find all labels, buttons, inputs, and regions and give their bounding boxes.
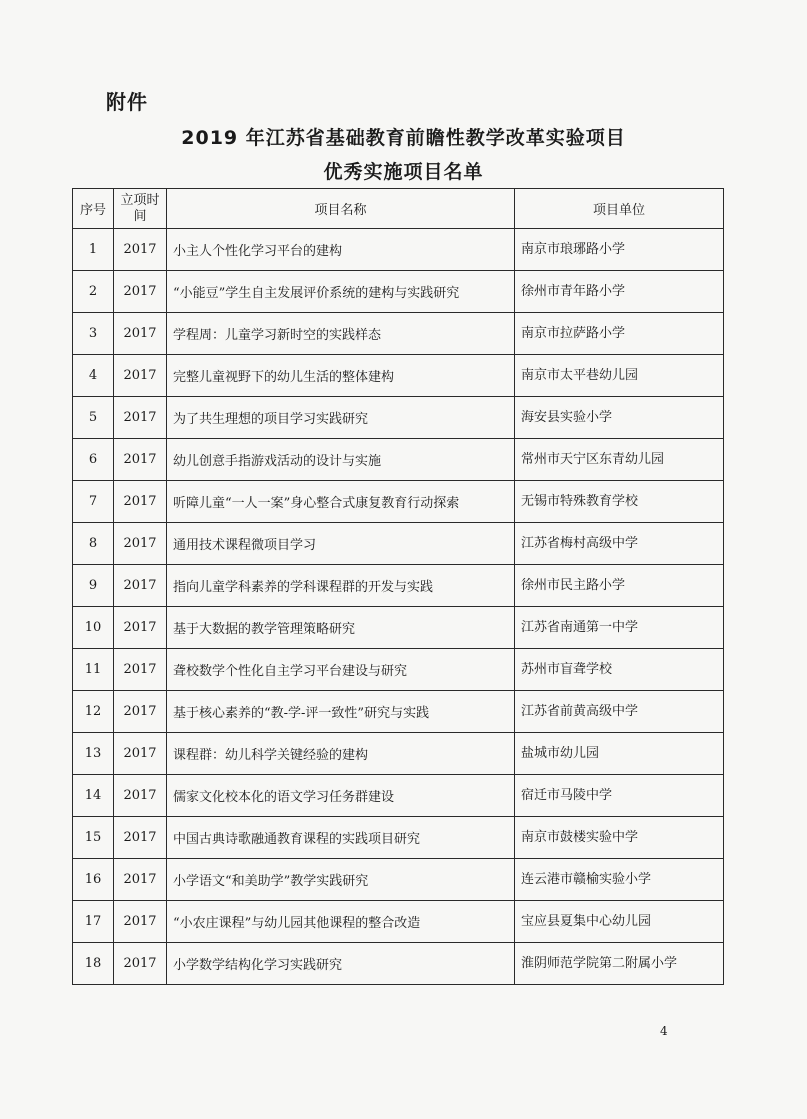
table-row bbox=[73, 355, 724, 397]
row-project-unit: 徐州市青年路小学 bbox=[515, 271, 724, 313]
table-row bbox=[73, 313, 724, 355]
row-project-name: 为了共生理想的项目学习实践研究 bbox=[167, 397, 515, 439]
row-index: 8 bbox=[73, 523, 114, 565]
table-row bbox=[73, 817, 724, 859]
row-project-unit: 江苏省梅村高级中学 bbox=[515, 523, 724, 565]
row-year: 2017 bbox=[114, 691, 167, 733]
table-row bbox=[73, 901, 724, 943]
table-row bbox=[73, 439, 724, 481]
row-project-name: “小农庄课程”与幼儿园其他课程的整合改造 bbox=[167, 901, 515, 943]
row-project-name: 课程群：幼儿科学关键经验的建构 bbox=[167, 733, 515, 775]
table-row bbox=[73, 481, 724, 523]
row-year: 2017 bbox=[114, 775, 167, 817]
row-project-unit: 海安县实验小学 bbox=[515, 397, 724, 439]
table-row bbox=[73, 775, 724, 817]
row-project-unit: 淮阴师范学院第二附属小学 bbox=[515, 943, 724, 985]
header-project-name: 项目名称 bbox=[167, 189, 515, 229]
row-project-unit: 南京市太平巷幼儿园 bbox=[515, 355, 724, 397]
document-subtitle: 优秀实施项目名单 bbox=[323, 161, 484, 183]
row-year: 2017 bbox=[114, 565, 167, 607]
row-project-name: 听障儿童“一人一案”身心整合式康复教育行动探索 bbox=[167, 481, 515, 523]
row-project-name: 基于核心素养的“教-学-评一致性”研究与实践 bbox=[167, 691, 515, 733]
row-project-unit: 宿迁市马陵中学 bbox=[515, 775, 724, 817]
row-year: 2017 bbox=[114, 439, 167, 481]
row-project-name: 聋校数学个性化自主学习平台建设与研究 bbox=[167, 649, 515, 691]
row-index: 17 bbox=[73, 901, 114, 943]
row-project-unit: 盐城市幼儿园 bbox=[515, 733, 724, 775]
row-project-unit: 宝应县夏集中心幼儿园 bbox=[515, 901, 724, 943]
row-index: 7 bbox=[73, 481, 114, 523]
table-row bbox=[73, 229, 724, 271]
row-year: 2017 bbox=[114, 733, 167, 775]
row-project-name: 幼儿创意手指游戏活动的设计与实施 bbox=[167, 439, 515, 481]
table-row bbox=[73, 271, 724, 313]
row-index: 10 bbox=[73, 607, 114, 649]
row-project-unit: 无锡市特殊教育学校 bbox=[515, 481, 724, 523]
row-year: 2017 bbox=[114, 271, 167, 313]
table-header-row bbox=[73, 189, 724, 229]
table-row bbox=[73, 649, 724, 691]
table-row bbox=[73, 523, 724, 565]
row-project-unit: 江苏省前黄高级中学 bbox=[515, 691, 724, 733]
row-index: 18 bbox=[73, 943, 114, 985]
row-project-unit: 徐州市民主路小学 bbox=[515, 565, 724, 607]
attachment-label: 附件 bbox=[106, 90, 148, 114]
row-year: 2017 bbox=[114, 943, 167, 985]
row-project-name: 儒家文化校本化的语文学习任务群建设 bbox=[167, 775, 515, 817]
row-project-name: 指向儿童学科素养的学科课程群的开发与实践 bbox=[167, 565, 515, 607]
row-year: 2017 bbox=[114, 859, 167, 901]
row-project-unit: 南京市拉萨路小学 bbox=[515, 313, 724, 355]
row-index: 12 bbox=[73, 691, 114, 733]
row-project-name: 学程周：儿童学习新时空的实践样态 bbox=[167, 313, 515, 355]
header-project-unit: 项目单位 bbox=[515, 189, 724, 229]
document-title: 2019 年江苏省基础教育前瞻性教学改革实验项目 bbox=[181, 127, 626, 149]
project-table bbox=[72, 188, 724, 985]
table-row bbox=[73, 859, 724, 901]
row-index: 13 bbox=[73, 733, 114, 775]
row-project-name: 通用技术课程微项目学习 bbox=[167, 523, 515, 565]
row-index: 6 bbox=[73, 439, 114, 481]
row-project-unit: 连云港市赣榆实验小学 bbox=[515, 859, 724, 901]
row-year: 2017 bbox=[114, 355, 167, 397]
row-year: 2017 bbox=[114, 313, 167, 355]
table-row bbox=[73, 607, 724, 649]
row-index: 2 bbox=[73, 271, 114, 313]
row-project-unit: 常州市天宁区东青幼儿园 bbox=[515, 439, 724, 481]
table-row bbox=[73, 733, 724, 775]
row-project-name: 中国古典诗歌融通教育课程的实践项目研究 bbox=[167, 817, 515, 859]
header-index: 序号 bbox=[73, 189, 114, 229]
row-project-unit: 南京市琅琊路小学 bbox=[515, 229, 724, 271]
table-row bbox=[73, 691, 724, 733]
header-year: 立项时间 bbox=[114, 189, 167, 229]
row-year: 2017 bbox=[114, 481, 167, 523]
row-index: 15 bbox=[73, 817, 114, 859]
row-index: 14 bbox=[73, 775, 114, 817]
row-project-name: 小主人个性化学习平台的建构 bbox=[167, 229, 515, 271]
page-number: 4 bbox=[660, 1024, 668, 1038]
row-year: 2017 bbox=[114, 649, 167, 691]
row-index: 16 bbox=[73, 859, 114, 901]
row-index: 9 bbox=[73, 565, 114, 607]
row-index: 11 bbox=[73, 649, 114, 691]
row-year: 2017 bbox=[114, 397, 167, 439]
row-project-name: 完整儿童视野下的幼儿生活的整体建构 bbox=[167, 355, 515, 397]
row-project-unit: 江苏省南通第一中学 bbox=[515, 607, 724, 649]
row-index: 1 bbox=[73, 229, 114, 271]
row-project-name: 小学数学结构化学习实践研究 bbox=[167, 943, 515, 985]
table-row bbox=[73, 397, 724, 439]
row-year: 2017 bbox=[114, 607, 167, 649]
row-year: 2017 bbox=[114, 901, 167, 943]
row-project-name: 小学语文“和美助学”教学实践研究 bbox=[167, 859, 515, 901]
row-project-unit: 苏州市盲聋学校 bbox=[515, 649, 724, 691]
table-row bbox=[73, 943, 724, 985]
row-year: 2017 bbox=[114, 229, 167, 271]
row-year: 2017 bbox=[114, 817, 167, 859]
row-index: 5 bbox=[73, 397, 114, 439]
row-project-unit: 南京市鼓楼实验中学 bbox=[515, 817, 724, 859]
row-index: 3 bbox=[73, 313, 114, 355]
row-year: 2017 bbox=[114, 523, 167, 565]
row-project-name: “小能豆”学生自主发展评价系统的建构与实践研究 bbox=[167, 271, 515, 313]
row-index: 4 bbox=[73, 355, 114, 397]
table-row bbox=[73, 565, 724, 607]
row-project-name: 基于大数据的教学管理策略研究 bbox=[167, 607, 515, 649]
